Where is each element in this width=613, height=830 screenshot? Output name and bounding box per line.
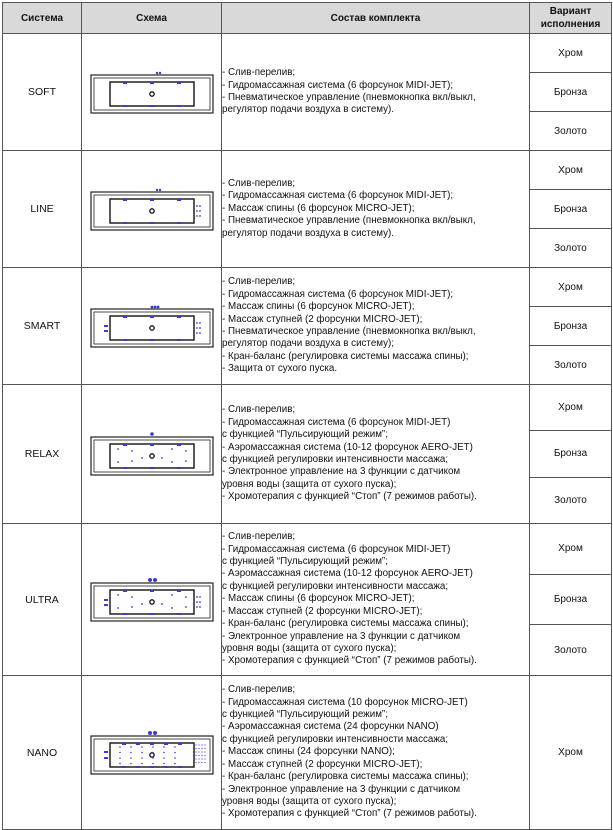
air-jet-icon bbox=[117, 594, 119, 596]
hydro-jet-icon bbox=[177, 199, 181, 201]
kit-line: с функцией “Пульсирующий режим”; bbox=[222, 556, 388, 568]
back-jet-icon bbox=[195, 758, 196, 759]
kit-line: - Гидромассажная система (10 форсунок MICRO-JET) bbox=[222, 696, 468, 708]
air-jet-icon bbox=[161, 457, 163, 459]
back-jet-icon bbox=[201, 758, 202, 759]
control-icon bbox=[155, 189, 157, 191]
scheme-cell bbox=[82, 385, 222, 524]
system-name: RELAX bbox=[3, 385, 82, 524]
hydro-jet-icon bbox=[123, 590, 127, 592]
back-jet-icon bbox=[196, 606, 198, 608]
air-jet-icon bbox=[163, 751, 165, 753]
kit-line: - Гидромассажная система (6 форсунок MIDI-JET); bbox=[222, 79, 454, 91]
system-name: SOFT bbox=[3, 34, 82, 151]
air-jet-icon bbox=[171, 607, 173, 609]
hydro-jet-icon bbox=[164, 766, 168, 768]
finish-option: Золото bbox=[530, 345, 611, 384]
air-jet-icon bbox=[130, 757, 132, 759]
air-jet-icon bbox=[174, 746, 176, 748]
air-jet-icon bbox=[119, 746, 121, 748]
header-finish: Вариант исполнения bbox=[530, 3, 612, 34]
hydro-jet-icon bbox=[150, 105, 154, 107]
kit-line: - Массаж ступней (2 форсунки MICRO-JET); bbox=[222, 758, 423, 770]
air-jet-icon bbox=[174, 762, 176, 764]
air-jet-icon bbox=[131, 606, 133, 608]
bathtub-scheme-relax bbox=[90, 431, 214, 477]
bathtub-scheme-line bbox=[90, 186, 214, 232]
kit-line: - Гидромассажная система (6 форсунок MIDI-JET); bbox=[222, 190, 454, 202]
kit-line: с функцией регулировки интенсивности массажа; bbox=[222, 454, 449, 465]
hydro-jet-icon bbox=[177, 105, 181, 107]
finish-list bbox=[530, 268, 611, 384]
back-jet-icon bbox=[196, 601, 198, 603]
air-jet-icon bbox=[141, 762, 143, 764]
header-kit: Состав комплекта bbox=[222, 3, 530, 34]
back-jet-icon bbox=[199, 601, 201, 603]
air-jet-icon bbox=[141, 746, 143, 748]
kit-line: - Массаж ступней (2 форсунки MICRO-JET); bbox=[222, 313, 423, 325]
hydro-jet-icon bbox=[177, 444, 181, 446]
back-jet-icon bbox=[201, 761, 202, 762]
control-icon bbox=[155, 72, 157, 74]
hydro-jet-icon bbox=[136, 766, 140, 768]
kit-line: - Аэромассажная система (10-12 форсунок AERO-JET) bbox=[222, 441, 473, 453]
kit-line: - Гидромассажная система (6 форсунок MIDI-JET) bbox=[222, 416, 451, 428]
back-jet-icon bbox=[199, 205, 201, 207]
air-jet-icon bbox=[163, 757, 165, 759]
air-jet-icon bbox=[161, 603, 163, 605]
hydro-jet-icon bbox=[150, 467, 154, 469]
system-row bbox=[3, 385, 612, 524]
air-jet-icon bbox=[141, 757, 143, 759]
air-jet-icon bbox=[174, 751, 176, 753]
back-jet-icon bbox=[198, 754, 199, 755]
control-icon bbox=[156, 306, 159, 309]
kit-contents bbox=[222, 524, 530, 676]
control-icon bbox=[153, 578, 157, 582]
back-jet-icon bbox=[199, 322, 201, 324]
header-row bbox=[3, 3, 612, 34]
kit-line: - Пневматическое управление (пневмокнопка вкл/выкл, bbox=[222, 92, 476, 103]
air-jet-icon bbox=[152, 751, 154, 753]
finish-option: Золото bbox=[530, 624, 611, 675]
control-icon bbox=[153, 731, 157, 735]
hydro-jet-icon bbox=[123, 467, 127, 469]
kit-line: - Электронное управление на 3 функции с датчиком bbox=[222, 783, 461, 795]
kit-line: - Электронное управление на 3 функции с датчиком bbox=[222, 630, 461, 642]
air-jet-icon bbox=[131, 460, 133, 462]
hydro-jet-icon bbox=[164, 743, 168, 745]
hydro-jet-icon bbox=[123, 82, 127, 84]
kit-line: - Защита от сухого пуска. bbox=[222, 363, 338, 375]
finish-option: Бронза bbox=[530, 72, 611, 111]
kit-line: - Слив-перелив; bbox=[222, 684, 296, 696]
back-jet-icon bbox=[196, 215, 198, 217]
back-jet-icon bbox=[195, 751, 196, 752]
foot-jet-icon bbox=[104, 325, 108, 327]
kit-line: регулятор подачи воздуха в систему). bbox=[222, 104, 394, 116]
hydro-jet-icon bbox=[136, 743, 140, 745]
hydro-jet-icon bbox=[123, 105, 127, 107]
air-jet-icon bbox=[171, 594, 173, 596]
kit-line: - Массаж спины (6 форсунок MICRO-JET); bbox=[222, 202, 415, 214]
control-icon bbox=[150, 432, 154, 436]
hydro-jet-icon bbox=[177, 82, 181, 84]
finish-list bbox=[530, 676, 611, 829]
air-jet-icon bbox=[119, 757, 121, 759]
kit-line: - Кран-баланс (регулировка системы массажа спины); bbox=[222, 771, 469, 783]
system-row bbox=[3, 676, 612, 830]
back-jet-icon bbox=[196, 596, 198, 598]
kit-line: - Слив-перелив; bbox=[222, 531, 296, 543]
kit-line: - Массаж ступней (2 форсунки MICRO-JET); bbox=[222, 605, 423, 617]
kit-line: - Массаж спины (24 форсунки NANO); bbox=[222, 746, 395, 758]
air-jet-icon bbox=[185, 596, 187, 598]
kit-line: с функцией “Пульсирующий режим”; bbox=[222, 429, 388, 441]
back-jet-icon bbox=[199, 596, 201, 598]
back-jet-icon bbox=[204, 754, 205, 755]
system-row bbox=[3, 34, 612, 151]
kit-line: уровня воды (защита от сухого пуска); bbox=[222, 642, 397, 654]
finish-list bbox=[530, 385, 611, 523]
air-jet-icon bbox=[174, 757, 176, 759]
air-jet-icon bbox=[163, 746, 165, 748]
hydro-jet-icon bbox=[177, 339, 181, 341]
kit-line: с функцией регулировки интенсивности массажа; bbox=[222, 733, 449, 745]
air-jet-icon bbox=[152, 746, 154, 748]
hydro-jet-icon bbox=[150, 743, 154, 745]
air-jet-icon bbox=[141, 457, 143, 459]
air-jet-icon bbox=[131, 596, 133, 598]
kit-line: - Слив-перелив; bbox=[222, 276, 296, 288]
finish-option: Хром bbox=[558, 747, 583, 758]
hydro-jet-icon bbox=[177, 467, 181, 469]
finish-option: Золото bbox=[530, 111, 611, 150]
back-jet-icon bbox=[204, 751, 205, 752]
kit-line: - Массаж спины (6 форсунок MICRO-JET); bbox=[222, 593, 415, 605]
header-system: Система bbox=[3, 3, 82, 34]
finish-option: Хром bbox=[558, 402, 583, 414]
kit-line: - Кран-баланс (регулировка системы массажа спины); bbox=[222, 350, 469, 362]
hydro-jet-icon bbox=[177, 316, 181, 318]
finish-cell bbox=[530, 34, 612, 151]
kit-line: уровня воды (защита от сухого пуска); bbox=[222, 478, 397, 490]
scheme-cell bbox=[82, 676, 222, 830]
hydro-jet-icon bbox=[150, 613, 154, 615]
back-jet-icon bbox=[199, 210, 201, 212]
hydro-jet-icon bbox=[123, 316, 127, 318]
hydro-jet-icon bbox=[177, 222, 181, 224]
air-jet-icon bbox=[117, 448, 119, 450]
air-jet-icon bbox=[131, 450, 133, 452]
foot-jet-icon bbox=[104, 330, 108, 332]
kit-line: - Слив-перелив; bbox=[222, 67, 296, 79]
system-row bbox=[3, 268, 612, 385]
hydro-jet-icon bbox=[123, 222, 127, 224]
air-jet-icon bbox=[119, 762, 121, 764]
hydro-jet-icon bbox=[150, 766, 154, 768]
back-jet-icon bbox=[201, 751, 202, 752]
back-jet-icon bbox=[199, 215, 201, 217]
air-jet-icon bbox=[152, 762, 154, 764]
kit-line: - Хромотерапия с функцией “Стоп” (7 режимов работы). bbox=[222, 655, 477, 667]
air-jet-icon bbox=[185, 606, 187, 608]
hydro-jet-icon bbox=[123, 339, 127, 341]
back-jet-icon bbox=[196, 210, 198, 212]
finish-option: Бронза bbox=[530, 430, 611, 476]
hydro-jet-icon bbox=[122, 743, 126, 745]
kit-line: уровня воды (защита от сухого пуска); bbox=[222, 795, 397, 807]
system-row bbox=[3, 151, 612, 268]
back-jet-icon bbox=[204, 758, 205, 759]
scheme-cell bbox=[82, 524, 222, 676]
foot-jet-icon bbox=[104, 604, 108, 606]
kit-line: с функцией регулировки интенсивности массажа; bbox=[222, 580, 449, 592]
system-name: LINE bbox=[3, 151, 82, 268]
hydro-jet-icon bbox=[150, 316, 154, 318]
kit-line: - Кран-баланс (регулировка системы массажа спины); bbox=[222, 618, 469, 630]
kit-line: - Пневматическое управление (пневмокнопка вкл/выкл, bbox=[222, 215, 476, 227]
finish-cell bbox=[530, 524, 612, 676]
finish-option: Бронза bbox=[530, 306, 611, 345]
back-jet-icon bbox=[195, 761, 196, 762]
finish-option: Хром bbox=[558, 47, 583, 59]
back-jet-icon bbox=[198, 744, 199, 745]
foot-jet-icon bbox=[104, 751, 108, 753]
finish-option: Бронза bbox=[530, 189, 611, 228]
kit-line: - Аэромассажная система (10-12 форсунок AERO-JET) bbox=[222, 568, 473, 580]
scheme-cell bbox=[82, 34, 222, 151]
hydro-jet-icon bbox=[178, 766, 182, 768]
scheme-cell bbox=[82, 268, 222, 385]
kit-line: - Аэромассажная система (24 форсунки NANO) bbox=[222, 721, 439, 733]
finish-option: Хром bbox=[558, 281, 583, 293]
bathtub-scheme-soft bbox=[90, 69, 214, 115]
back-jet-icon bbox=[196, 322, 198, 324]
back-jet-icon bbox=[201, 747, 202, 748]
finish-option: Хром bbox=[558, 164, 583, 176]
foot-jet-icon bbox=[104, 757, 108, 759]
finish-option: Золото bbox=[530, 228, 611, 267]
back-jet-icon bbox=[195, 747, 196, 748]
hydro-jet-icon bbox=[123, 444, 127, 446]
hydro-jet-icon bbox=[123, 199, 127, 201]
hydro-jet-icon bbox=[150, 222, 154, 224]
foot-jet-icon bbox=[104, 599, 108, 601]
bathtub-scheme-ultra bbox=[90, 577, 214, 623]
kit-line: - Хромотерапия с функцией “Стоп” (7 режимов работы). bbox=[222, 491, 477, 503]
back-jet-icon bbox=[198, 761, 199, 762]
system-name: ULTRA bbox=[3, 524, 82, 676]
finish-cell bbox=[530, 676, 612, 830]
hydro-jet-icon bbox=[177, 613, 181, 615]
control-icon bbox=[148, 578, 152, 582]
back-jet-icon bbox=[204, 747, 205, 748]
finish-option: Золото bbox=[530, 477, 611, 523]
finish-list bbox=[530, 34, 611, 150]
kit-contents bbox=[222, 385, 530, 524]
control-icon bbox=[150, 306, 153, 309]
finish-list bbox=[530, 524, 611, 675]
back-jet-icon bbox=[196, 327, 198, 329]
air-jet-icon bbox=[117, 607, 119, 609]
air-jet-icon bbox=[141, 751, 143, 753]
air-jet-icon bbox=[119, 751, 121, 753]
kit-line: - Пневматическое управление (пневмокнопка вкл/выкл, bbox=[222, 326, 476, 337]
system-name: SMART bbox=[3, 268, 82, 385]
kit-line: - Гидромассажная система (6 форсунок MIDI-JET) bbox=[222, 543, 451, 555]
air-jet-icon bbox=[152, 757, 154, 759]
kit-line: с функцией “Пульсирующий режим”; bbox=[222, 709, 388, 721]
system-name: NANO bbox=[3, 676, 82, 830]
air-jet-icon bbox=[163, 762, 165, 764]
kit-contents bbox=[222, 676, 530, 830]
control-icon bbox=[158, 72, 160, 74]
bathtub-scheme-nano bbox=[90, 730, 214, 776]
finish-list bbox=[530, 151, 611, 267]
kit-line: - Массаж спины (6 форсунок MICRO-JET); bbox=[222, 301, 415, 313]
back-jet-icon bbox=[196, 205, 198, 207]
control-icon bbox=[148, 731, 152, 735]
air-jet-icon bbox=[171, 448, 173, 450]
hydro-jet-icon bbox=[122, 766, 126, 768]
configuration-table bbox=[2, 2, 612, 830]
finish-option: Хром bbox=[558, 543, 583, 555]
kit-line: - Слив-перелив; bbox=[222, 177, 296, 189]
scheme-cell bbox=[82, 151, 222, 268]
kit-contents bbox=[222, 151, 530, 268]
hydro-jet-icon bbox=[150, 444, 154, 446]
air-jet-icon bbox=[130, 762, 132, 764]
back-jet-icon bbox=[199, 332, 201, 334]
control-icon bbox=[153, 306, 156, 309]
back-jet-icon bbox=[204, 744, 205, 745]
air-jet-icon bbox=[117, 461, 119, 463]
air-jet-icon bbox=[171, 461, 173, 463]
air-jet-icon bbox=[185, 450, 187, 452]
kit-contents bbox=[222, 268, 530, 385]
back-jet-icon bbox=[198, 751, 199, 752]
kit-line: - Хромотерапия с функцией “Стоп” (7 режимов работы). bbox=[222, 808, 477, 820]
back-jet-icon bbox=[199, 606, 201, 608]
hydro-jet-icon bbox=[150, 82, 154, 84]
bathtub-scheme-smart bbox=[90, 303, 214, 349]
kit-contents bbox=[222, 34, 530, 151]
air-jet-icon bbox=[185, 460, 187, 462]
finish-cell bbox=[530, 268, 612, 385]
back-jet-icon bbox=[199, 327, 201, 329]
hydro-jet-icon bbox=[178, 743, 182, 745]
back-jet-icon bbox=[201, 754, 202, 755]
back-jet-icon bbox=[198, 747, 199, 748]
spec-sheet bbox=[2, 2, 611, 825]
control-icon bbox=[158, 189, 160, 191]
back-jet-icon bbox=[201, 744, 202, 745]
back-jet-icon bbox=[195, 754, 196, 755]
kit-line: регулятор подачи воздуха в систему). bbox=[222, 227, 394, 239]
air-jet-icon bbox=[141, 603, 143, 605]
back-jet-icon bbox=[198, 758, 199, 759]
back-jet-icon bbox=[196, 332, 198, 334]
hydro-jet-icon bbox=[150, 339, 154, 341]
finish-cell bbox=[530, 151, 612, 268]
kit-line: - Гидромассажная система (6 форсунок MIDI-JET); bbox=[222, 288, 454, 300]
finish-option: Бронза bbox=[530, 574, 611, 625]
kit-line: - Слив-перелив; bbox=[222, 404, 296, 416]
hydro-jet-icon bbox=[177, 590, 181, 592]
back-jet-icon bbox=[204, 761, 205, 762]
system-row bbox=[3, 524, 612, 676]
hydro-jet-icon bbox=[150, 590, 154, 592]
header-scheme: Схема bbox=[82, 3, 222, 34]
back-jet-icon bbox=[195, 744, 196, 745]
hydro-jet-icon bbox=[150, 199, 154, 201]
kit-line: - Электронное управление на 3 функции с датчиком bbox=[222, 466, 461, 478]
kit-line: регулятор подачи воздуха в систему); bbox=[222, 338, 394, 350]
finish-cell bbox=[530, 385, 612, 524]
air-jet-icon bbox=[130, 751, 132, 753]
hydro-jet-icon bbox=[123, 613, 127, 615]
air-jet-icon bbox=[130, 746, 132, 748]
